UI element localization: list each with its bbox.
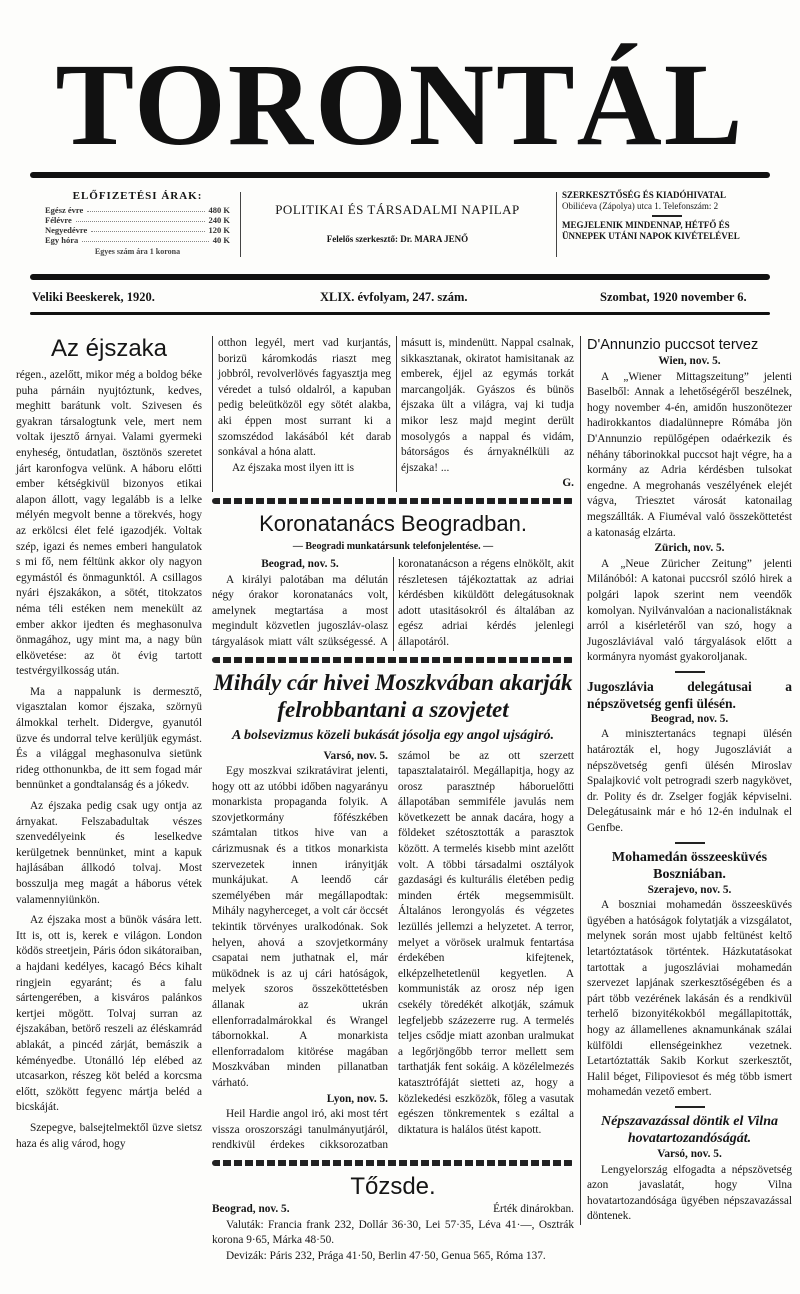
article-title: D'Annunzio puccsot tervez xyxy=(587,337,759,353)
dateline-rule xyxy=(30,312,770,315)
publication-schedule: MEGJELENIK MINDENNAP, HÉTFŐ ÉS xyxy=(562,220,730,230)
article-title: Mohamedán összeesküvés Boszniában. xyxy=(611,849,768,882)
article-council xyxy=(212,510,574,651)
price-value: 240 K xyxy=(208,215,230,225)
paragraph: Az éjszaka pedig csak ugy ontja az árnyakat. Felszabadultak vészes szenvedélyeink és leselkedve kerülgetnek bennünket, mint a kapuk hajlásában állkodó tolvaj. Most bosszulja meg magát a háborus vétek valamennyiünkön. xyxy=(16,800,202,906)
subscription-heading: ELŐFIZETÉSI ÁRAK: xyxy=(72,190,203,202)
price-label: Egész évre xyxy=(45,205,84,215)
editor-line: Felelős szerkesztő: Dr. MARA JENŐ xyxy=(326,234,469,244)
currency-unit: Érték dinárokban. xyxy=(493,1202,574,1215)
paragraph: A „Wiener Mittagszeitung” jelenti Baselből: Annak a lehetőségéről beszélnek, hogy november 4-én, amidőn huszonötezer hadirokkantos diadalünnepre Rómába jön D'Annunzio repülőgépen odaérkezik és néhány táborinokkal puccsot hajt végre, ha a kormány az Adria kérdésben tulsokat engedne. A megrohanás veszélyének elejét vágva, Triesztet városát katonailag megszállták. A Fiuméval való összeköttetést a katonaság elzárta. xyxy=(587,370,792,539)
masthead-title: TORONTÁL xyxy=(55,39,745,170)
price-value: 480 K xyxy=(208,205,230,215)
divider xyxy=(675,671,705,673)
paragraph: A minisztertanács tegnapi ülésén határozták el, hogy Jugoszláviát a népszövetség genfi ülésén Miroslav Spalajković volt petrogradi szerb nagykövet, dr. Polity és dr. Zselger fogják képviselni. Delegátusaink már e hó 12-én indulnak el Genfbe. xyxy=(587,728,792,835)
author-signature: G. xyxy=(562,477,574,490)
article-tsar xyxy=(212,669,574,1154)
article-dateline: Zürich, nov. 5. xyxy=(654,542,725,555)
article-subtitle: — Beogradi munkatársunk telefonjelentése. — xyxy=(292,540,494,552)
issue-date: Szombat, 1920 november 6. xyxy=(600,290,747,304)
article-dateline: Beograd, nov. 5. xyxy=(650,712,729,725)
right-column xyxy=(580,336,792,1225)
divider xyxy=(675,1106,705,1108)
paragraph: A boszniai mohamedán összeesküvés ügyében a hatóságok folytatják a vizsgálatot, melynek során most ujabb feltünést keltő letartóztatások történtek. Házkutatásokat tartottak a jugoszláviai mohamedán szervezet lapjának szerkesztőségében és a párt több vezérének lakásán és a rendkivül terhelő bizonyitékokból megállapitották, hogy az államellenes aknamunkának szálai külföldi ellenségeinkhez vezetnek. Letartóztatták Sakib Korkut szerkesztőt, Halil béget, Filipoviesot és még több ismert mohamedán vezető embert. xyxy=(587,899,792,1099)
single-copy-price: Egyes szám ára 1 korona xyxy=(94,247,181,256)
office-address: Obilićeva (Zápolya) utca 1. Telefonszám: 2 xyxy=(562,201,719,211)
paragraph: Heil Hardie angol iró, aki most tért vissza oroszországi tanulmányutjáról, rendkivül érdekes cikksorozatban számol be az ott szerzett tapasztalatairól. Megállapitja, hogy az orosz parasztnép háboruelőtti állapotában semmiféle javulás nem következett be annak dacára, hogy a földeket szétosztották a parasztok között. A termelés kisebb mint azelőtt volt. A többi társadalmi osztályok gazdasági és kulturális életében pedig minden érték megsemmisült. Általános lerongyolás és végzetes lezüllés jellemzi a helyzetet. A terror, melyet a vörösek uralmuk fentartása érdekében kifejtenek, elképzelhetetlenül kegyetlen. A kommunisták az orosz nép igen csekély töredékét alkotják, számuk legfeljebb százezerre rug. A termelés teljes csődje miatt azonban uralmukat a legőrjöngőbb terror mellett sem tarthatják fent sokáig. A közélelmezés katasztrófáját sietteti az, hogy a közlekedési eszközök, főleg a vasutak egészen tönkrementek s ezáltal a diktatura is halálos ütést kapott. xyxy=(212,749,574,1152)
exchange-rates: Devizák: Páris 232, Prága 41·50, Berlin 47·50, Genua 565, Róma 137. xyxy=(226,1249,546,1262)
price-value: 40 K xyxy=(212,235,230,245)
article-title: Tőzsde. xyxy=(350,1172,436,1200)
article-dateline: Varsó, nov. 5. xyxy=(657,1147,722,1160)
paragraph: Az éjszaka most a bünök vására lett. Itt is, ott is, kerek e világon. London ködös streetjein, Páris ódon sikátoraiban, a hajdani kedélyes, kacagó Bécs kihalt ringjein egyaránt; és a falu sártengerében, a kisváros palánkos kertjei mögött. Tolvaj surran az éjszakában, betörő reszeli az éléskamrád ablakát, a pincéd zárját, bemászik a kéményedbe. Utonálló lép elébed az utcasarkon, részeg köt beléd a korcsma előtt, szökött fegyenc mártja beléd a bicskáját. xyxy=(16,914,202,1114)
paragraph: másutt is, mindenütt. Nappal csalnak, sikkasztanak, okiratot hamisitanak az emberek, éjjel az egymás torkát marcangolják. Gyászos és bünös éjszaka ült a világra, vaj ki tudja mikor lesz majd megint derült mosolygós a nappal és vidám, bátorságos és árnyaknélküli az éjszaka! ... xyxy=(401,337,574,474)
ornament-rule xyxy=(212,498,574,504)
masthead-rule xyxy=(30,172,770,178)
article-subtitle: A bolsevizmus közeli bukását jósolja egy angol ujságiró. xyxy=(231,727,555,743)
article-dateline: Beograd, nov. 5. xyxy=(212,1202,290,1215)
price-row xyxy=(45,225,230,235)
paragraph: Szepegve, balsejtelmektől üzve sietsz haza és alig várod, hogy xyxy=(16,1121,202,1150)
price-row xyxy=(45,235,230,245)
paragraph: A királyi palotában ma délután négy órakor koronatanács volt, amelynek megtartása a most megindult közvetlen jugoszláv-olasz tárgyalások miatt vált szükségessé. A koronatanácson a régens elnökölt, akit részletesen tájékoztattak az adriai kérdésben kiküldött delegátusoknak adott utasitásokról és általában az egész adriai kérdés jelenlegi állapotáról. xyxy=(212,557,574,648)
article-dateline: Beograd, nov. 5. xyxy=(261,557,339,570)
currency-rates: Valuták: Francia frank 232, Dollár 36·30, Lei 57·35, Léva 41·—, Osztrák korona 9·65, Márka 48·50. xyxy=(212,1218,574,1247)
publication-schedule-2: ÜNNEPEK UTÁNI NAPOK KIVÉTELÉVEL xyxy=(562,231,740,241)
paper-subtitle: POLITIKAI ÉS TÁRSADALMI NAPILAP xyxy=(275,202,520,217)
middle-columns xyxy=(212,336,574,1264)
subscription-prices xyxy=(45,190,230,256)
paragraph: otthon legyél, mert vad kurjantás, borizü káromkodás riaszt meg jobbról, revolverlövés fagyasztja meg véredet a tulsó oldalról, a kapuban pedig beleütközöl egy sötét alakba, aki éppen most surrant ki a szomszédod lakásából két darab sonkával a hóna alatt. xyxy=(218,337,391,459)
ornament-rule xyxy=(212,657,574,663)
divider xyxy=(675,842,705,844)
article-title: Az éjszaka xyxy=(50,335,168,362)
article-exchange xyxy=(212,1172,574,1264)
place-year: Veliki Beeskerek, 1920. xyxy=(32,290,155,304)
price-label: Egy hóra xyxy=(45,235,79,245)
article-title: Jugoszlávia delegátusai a népszövetség genfi ülésén. xyxy=(587,678,792,711)
office-info xyxy=(562,190,772,242)
article-night xyxy=(16,332,202,1152)
paragraph: Az éjszaka most ilyen itt is xyxy=(232,461,355,474)
price-label: Negyedévre xyxy=(45,225,88,235)
header-divider xyxy=(556,192,557,257)
paragraph: Ma a nappalunk is dermesztő, vigasztalan komor éjszaka, szörnyü álmokkal terhelt. Didergve, gyanutól üzve és undorral telve kerüljük egymást. És a világgal meghasonulva sietünk rideg otthonunkba, de itt sem fogad már bennünket a gondtalanság és a jókedv. xyxy=(16,685,202,792)
price-label: Félévre xyxy=(45,215,72,225)
ornament-rule xyxy=(212,1160,574,1166)
paragraph: régen., azelőtt, mikor még a boldog béke puha párnáin nyujtóztunk, kedves, meghitt barátunk volt. Szivesen és gyakran társalogtunk vele, mert nem voltak ijesztő árnyai. Valami gyermeki enyheség, öntudatlan, ösztönös szeretet járt karonfogva velünk. A háboru előtti ember kétségkivül bizonyos etikai alapon állott, vagy legalább is a lelke mélyén megvolt benne a törekvés, hogy az erkölcsi élet felé igazodjék. Voltak szép, igazi és nemes emberi hangulatok s mi fő, nem féltünk akkor oly nagyon egymástól és önmagunktól. A csillagos nyári éjszakákon, a sötét, titokzatos néma téli estéken nem menekült az ember akkor ijedten és meghasonulva önmagához, ugy mint ma, a nagy bün elkövetése: az öt évig tartott testvérgyilkosság után. xyxy=(16,369,202,678)
article-dateline: Lyon, nov. 5. xyxy=(326,1092,388,1105)
paragraph: Lengyelország elfogadta a népszövetség azon javaslatát, hogy Vilna hovatartozandósága ügyében népszavazással döntenek. xyxy=(587,1163,792,1223)
volume-number: XLIX. évfolyam, 247. szám. xyxy=(320,290,468,304)
price-row xyxy=(45,205,230,215)
article-title: Mihály cár hivei Moszkvában akarják felrobbantani a szovjetet xyxy=(213,669,573,722)
article-title: Népszavazással döntik el Vilna hovatartozandóságát. xyxy=(601,1113,778,1146)
divider xyxy=(652,215,682,217)
price-value: 120 K xyxy=(208,225,230,235)
paragraph: A „Neue Züricher Zeitung” jelenti Milánóból: A katonai puccsról szóló hirek a polgári lapok szerint nem veendők komolyan. Nyilvánvalóan a nacionalistáknak arról a kisérletéről van szó, hogy a Jugoszláviával való tárgyalások előtt a kormányra nyomást gyakoroljanak. xyxy=(587,557,792,664)
article-dateline: Wien, nov. 5. xyxy=(658,355,721,367)
price-row xyxy=(45,215,230,225)
header-divider xyxy=(240,192,241,257)
article-night-cont xyxy=(212,336,574,492)
office-heading: SZERKESZTŐSÉG ÉS KIADÓHIVATAL xyxy=(562,190,727,200)
article-dateline: Szerajevo, nov. 5. xyxy=(647,883,732,896)
article-dateline: Varsó, nov. 5. xyxy=(323,749,388,762)
header-rule xyxy=(30,274,770,280)
article-title: Koronatanács Beogradban. xyxy=(259,510,527,536)
paragraph: Egy moszkvai szikratávirat jelenti, hogy ott az utóbbi időben nagyarányu monarkista propaganda folyik. A szovjetkormány főfészkében számtalan titkos hive van a cárizmusnak és a titkos monarkista szervezetek innen irányitják munkájukat. A leendő cár személyében már megállapodtak: Mihály nagyherceget, a volt cár öccsét tekintik törvényes uralkodónak. Sok helyen, ahová a szovjetkormány csapatai nem juthatnak el, már müködnek is az uj cári hatóságok, melyek szoros összeköttetésben állanak az ukrán ellenforradalmárokkal és Wrangel tábornokkal. A monarkista ellenforradalom kitörése magában Moszkvában minden pillanatban várható. xyxy=(212,765,388,1089)
paper-info xyxy=(245,190,550,244)
